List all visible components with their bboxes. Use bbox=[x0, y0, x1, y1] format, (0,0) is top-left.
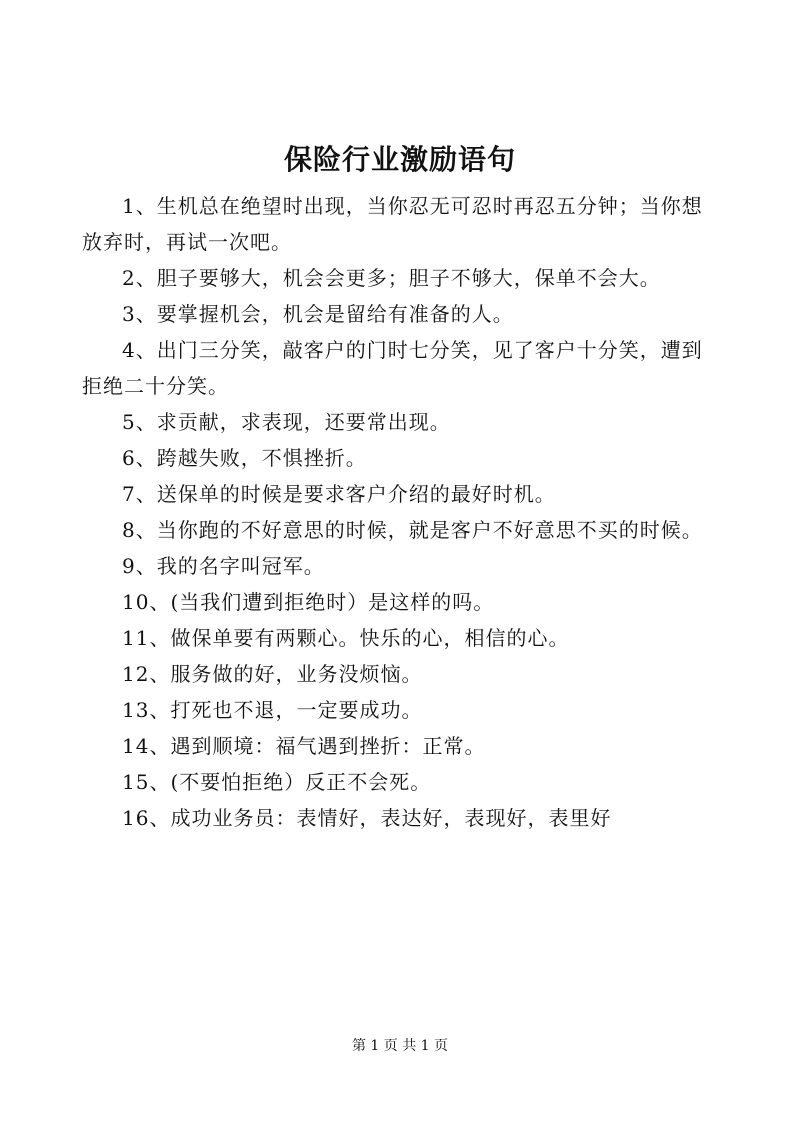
page-footer: 第 1 页 共 1 页 bbox=[351, 1038, 449, 1054]
paragraph-8: 8、当你跑的不好意思的时候，就是客户不好意思不买的时候。 bbox=[122, 518, 703, 542]
document-body bbox=[82, 188, 722, 836]
paragraph-11: 11、做保单要有两颗心。快乐的心，相信的心。 bbox=[122, 626, 570, 650]
paragraph-9: 9、我的名字叫冠军。 bbox=[122, 554, 325, 578]
paragraph-6: 6、跨越失败，不惧挫折。 bbox=[122, 446, 367, 470]
paragraph-3: 3、要掌握机会，机会是留给有准备的人。 bbox=[122, 302, 514, 326]
paragraph-1: 1、生机总在绝望时出现，当你忍无可忍时再忍五分钟；当你想放弃时，再试一次吧。 bbox=[82, 194, 703, 254]
paragraph-13: 13、打死也不退，一定要成功。 bbox=[122, 698, 423, 722]
paragraph-12: 12、服务做的好，业务没烦恼。 bbox=[122, 662, 423, 686]
paragraph-2: 2、胆子要够大，机会会更多；胆子不够大，保单不会大。 bbox=[122, 266, 661, 290]
paragraph-14: 14、遇到顺境：福气遇到挫折：正常。 bbox=[122, 734, 486, 758]
paragraph-10: 10、(当我们遭到拒绝时）是这样的吗。 bbox=[122, 590, 495, 614]
document-title: 保险行业激励语句 bbox=[283, 143, 516, 176]
paragraph-7: 7、送保单的时候是要求客户介绍的最好时机。 bbox=[122, 482, 556, 506]
paragraph-15: 15、(不要怕拒绝）反正不会死。 bbox=[122, 770, 432, 794]
paragraph-5: 5、求贡献，求表现，还要常出现。 bbox=[122, 410, 451, 434]
paragraph-4: 4、出门三分笑，敲客户的门时七分笑，见了客户十分笑，遭到拒绝二十分笑。 bbox=[82, 338, 703, 398]
paragraph-16: 16、成功业务员：表情好，表达好，表现好，表里好 bbox=[122, 806, 612, 830]
